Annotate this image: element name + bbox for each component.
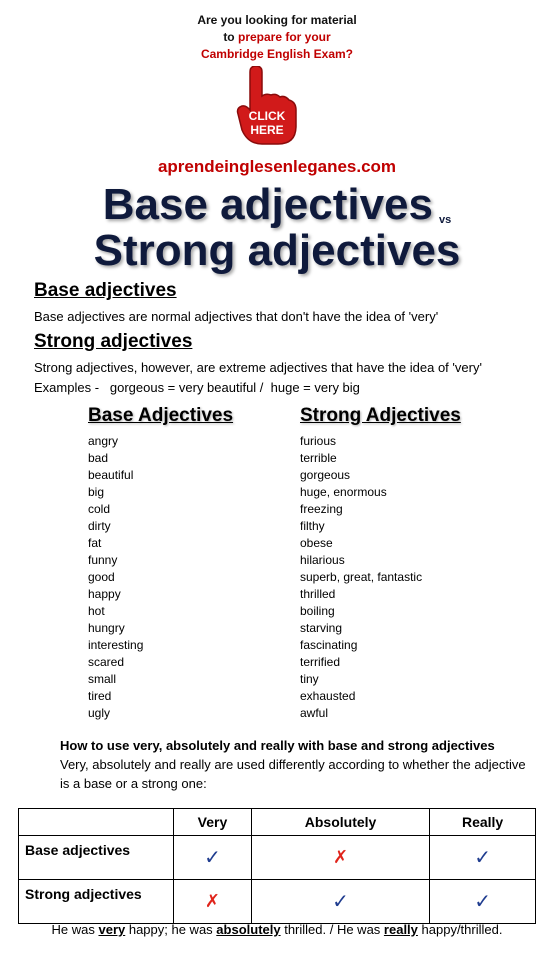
strong-adjective-item: boiling <box>300 604 335 618</box>
strong-adjective-item: huge, enormous <box>300 485 387 499</box>
howto-heading: How to use very, absolutely and really with base and strong adjectives <box>60 738 495 753</box>
header-really: Really <box>430 809 536 836</box>
usage-cell <box>251 880 429 924</box>
base-adjective-item: good <box>88 570 115 584</box>
usage-row-label: Strong adjectives <box>19 880 174 924</box>
example-part-4: happy/thrilled. <box>417 922 503 937</box>
example-word-absolutely: absolutely <box>216 922 281 937</box>
site-link[interactable]: aprendeinglesenleganes.com <box>157 157 397 176</box>
strong-adjective-item: exhausted <box>300 689 356 703</box>
promo-line-2 <box>0 29 554 46</box>
base-adjective-item: scared <box>88 655 125 669</box>
base-adjective-item: tired <box>88 689 112 703</box>
cross-icon: ✗ <box>333 847 349 867</box>
base-adjective-item: hungry <box>88 621 125 635</box>
title-strong-adjectives: Strong adjectives <box>93 226 461 275</box>
usage-cell <box>430 880 536 924</box>
title-base-adjectives: Base adjectives <box>102 180 433 229</box>
base-adjective-item: happy <box>88 587 121 601</box>
strong-adjectives-text: Strong adjectives, however, are extreme adjectives that have the idea of 'very' <box>34 360 482 375</box>
usage-cell <box>174 836 252 880</box>
base-adjective-item: interesting <box>88 638 144 652</box>
base-adjective-item: fat <box>88 536 102 550</box>
header-very: Very <box>174 809 252 836</box>
strong-adjective-item: terrible <box>300 451 337 465</box>
strong-adjective-item: terrified <box>300 655 341 669</box>
usage-cell <box>251 836 429 880</box>
strong-adjectives-examples: Examples - gorgeous = very beautiful / huge = very big <box>34 380 360 395</box>
usage-row <box>19 836 536 880</box>
example-part-1: He was <box>51 922 99 937</box>
strong-adjective-item: superb, great, fantastic <box>300 570 423 584</box>
strong-adjective-item: hilarious <box>300 553 345 567</box>
strong-adjective-list <box>300 433 422 722</box>
strong-adjective-item: obese <box>300 536 333 550</box>
strong-adjective-item: freezing <box>300 502 343 516</box>
base-adjective-item: small <box>88 672 117 686</box>
check-icon: ✓ <box>332 891 349 913</box>
header-absolutely: Absolutely <box>251 809 429 836</box>
base-adjective-item: big <box>88 485 105 499</box>
base-adjective-item: dirty <box>88 519 111 533</box>
promo-line-2-highlight: prepare for your <box>237 30 331 44</box>
here-label: HERE <box>250 123 284 137</box>
strong-adjective-item: fascinating <box>300 638 358 652</box>
strong-adjectives-heading: Strong adjectives <box>34 331 193 352</box>
usage-cell <box>174 880 252 924</box>
base-adjective-item: funny <box>88 553 118 567</box>
base-column-header: Base Adjectives <box>88 405 234 426</box>
strong-adjective-item: starving <box>300 621 343 635</box>
base-adjective-item: cold <box>88 502 111 516</box>
strong-adjective-item: awful <box>300 706 329 720</box>
base-adjectives-text: Base adjectives are normal adjectives that don't have the idea of 'very' <box>34 309 439 324</box>
example-sentence <box>0 922 554 937</box>
strong-adjective-item: filthy <box>300 519 325 533</box>
usage-row <box>19 880 536 924</box>
usage-cell <box>430 836 536 880</box>
promo-line-3: Cambridge English Exam? <box>200 47 354 61</box>
example-part-3: thrilled. / He was <box>280 922 384 937</box>
usage-table-corner <box>19 809 174 836</box>
example-word-very: very <box>98 922 126 937</box>
howto-text: Very, absolutely and really are used differently according to whether the adjective is a base or a strong one: <box>60 757 526 791</box>
cross-icon: ✗ <box>204 891 220 911</box>
base-adjective-item: hot <box>88 604 105 618</box>
base-adjective-item: ugly <box>88 706 111 720</box>
base-adjective-item: beautiful <box>88 468 134 482</box>
title-line-1 <box>0 180 554 230</box>
base-adjectives-heading: Base adjectives <box>34 280 177 301</box>
base-adjective-item: bad <box>88 451 109 465</box>
base-adjective-list <box>88 433 143 722</box>
example-part-2: happy; he was <box>125 922 217 937</box>
usage-row-label: Base adjectives <box>19 836 174 880</box>
title-vs: vs <box>438 214 452 226</box>
strong-adjective-item: tiny <box>300 672 319 686</box>
base-adjective-item: angry <box>88 434 119 448</box>
click-label: CLICK <box>248 109 286 123</box>
howto-block <box>60 736 530 793</box>
strong-adjective-item: thrilled <box>300 587 336 601</box>
strong-column-header: Strong Adjectives <box>300 405 461 426</box>
check-icon: ✓ <box>204 847 221 869</box>
click-here-hand-icon[interactable] <box>236 66 298 146</box>
strong-adjective-item: gorgeous <box>300 468 351 482</box>
promo-line-2-prefix: to <box>223 30 238 44</box>
check-icon: ✓ <box>474 891 491 913</box>
example-word-really: really <box>383 922 418 937</box>
promo-block[interactable] <box>0 12 554 63</box>
promo-line-1: Are you looking for material <box>197 13 357 27</box>
usage-table <box>18 808 536 924</box>
check-icon: ✓ <box>474 847 491 869</box>
strong-adjective-item: furious <box>300 434 337 448</box>
